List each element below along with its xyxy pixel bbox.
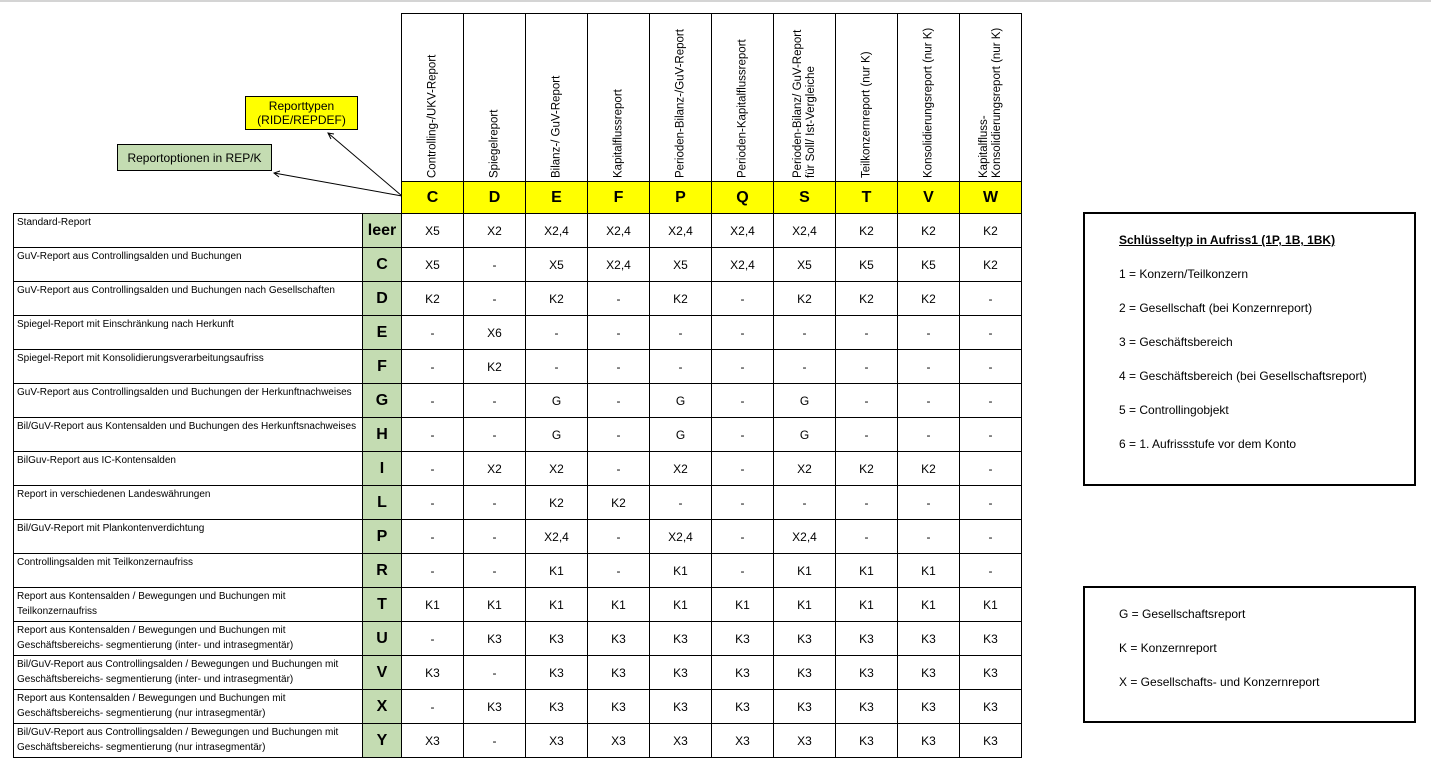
- matrix-cell: -: [464, 248, 526, 282]
- matrix-cell: K3: [712, 690, 774, 724]
- report-option-code: F: [363, 350, 402, 384]
- matrix-cell: -: [402, 418, 464, 452]
- table-row: [14, 520, 1022, 554]
- report-option-description: Controllingsalden mit Teilkonzernaufriss: [14, 554, 363, 588]
- column-header: [650, 14, 712, 182]
- matrix-cell: K3: [464, 622, 526, 656]
- table-row: [14, 588, 1022, 622]
- column-label: Controlling-/UKV-Report: [426, 54, 438, 178]
- matrix-cell: K2: [650, 282, 712, 316]
- matrix-cell: K3: [526, 656, 588, 690]
- blank-corner: [363, 14, 402, 182]
- column-header: [712, 14, 774, 182]
- table-row: [14, 690, 1022, 724]
- matrix-cell: K3: [836, 724, 898, 758]
- report-type-code: F: [588, 182, 650, 214]
- report-option-code: I: [363, 452, 402, 486]
- column-label: Kapitalfluss-Konsolidierungsreport (nur K): [977, 27, 1003, 178]
- matrix-cell: G: [650, 418, 712, 452]
- matrix-cell: X2,4: [712, 248, 774, 282]
- matrix-cell: -: [526, 316, 588, 350]
- matrix-cell: X2,4: [650, 214, 712, 248]
- report-type-code: T: [836, 182, 898, 214]
- matrix-cell: K2: [836, 282, 898, 316]
- matrix-cell: K1: [650, 588, 712, 622]
- matrix-cell: X5: [774, 248, 836, 282]
- report-option-description: GuV-Report aus Controllingsalden und Buchungen nach Gesellschaften: [14, 282, 363, 316]
- report-option-description: BilGuv-Report aus IC-Kontensalden: [14, 452, 363, 486]
- matrix-cell: X2,4: [526, 214, 588, 248]
- matrix-cell: -: [526, 350, 588, 384]
- report-type-code: P: [650, 182, 712, 214]
- matrix-cell: K2: [960, 214, 1022, 248]
- report-option-code: D: [363, 282, 402, 316]
- matrix-cell: -: [836, 384, 898, 418]
- matrix-cell: -: [774, 350, 836, 384]
- matrix-cell: K1: [402, 588, 464, 622]
- matrix-cell: -: [960, 316, 1022, 350]
- matrix-cell: -: [588, 554, 650, 588]
- matrix-cell: -: [712, 520, 774, 554]
- matrix-cell: -: [464, 418, 526, 452]
- matrix-cell: K3: [898, 622, 960, 656]
- matrix-cell: -: [898, 486, 960, 520]
- blank-corner: [363, 182, 402, 214]
- column-label: Perioden-Bilanz/ GuV-Report für Soll/ Ist-Vergleiche: [791, 29, 817, 178]
- column-header: [402, 14, 464, 182]
- column-label: Kapitalflussreport: [612, 88, 624, 178]
- matrix-cell: K5: [898, 248, 960, 282]
- matrix-cell: -: [836, 350, 898, 384]
- report-option-description: Bil/GuV-Report aus Controllingsalden / Bewegungen und Buchungen mit Geschäftsbereichs- segmentierung (inter- und intrasegmentär): [14, 656, 363, 690]
- matrix-cell: K1: [588, 588, 650, 622]
- matrix-cell: X2: [464, 214, 526, 248]
- matrix-cell: -: [464, 486, 526, 520]
- report-types-callout-line2: (RIDE/REPDEF): [257, 113, 346, 127]
- column-label: Bilanz-/ GuV-Report: [550, 75, 562, 178]
- report-option-code: X: [363, 690, 402, 724]
- matrix-cell: K3: [836, 622, 898, 656]
- report-option-code: T: [363, 588, 402, 622]
- table-row: [14, 656, 1022, 690]
- matrix-cell: K3: [526, 690, 588, 724]
- table-row: [14, 622, 1022, 656]
- column-label: Konsolidierungsreport (nur K): [922, 27, 934, 178]
- matrix-cell: -: [712, 350, 774, 384]
- matrix-cell: -: [402, 520, 464, 554]
- matrix-cell: X5: [402, 214, 464, 248]
- matrix-cell: K2: [464, 350, 526, 384]
- report-option-code: Y: [363, 724, 402, 758]
- report-types-callout-line1: Reporttypen: [268, 99, 335, 113]
- column-header: [836, 14, 898, 182]
- matrix-cell: X2: [650, 452, 712, 486]
- matrix-cell: -: [402, 622, 464, 656]
- column-header: [588, 14, 650, 182]
- matrix-cell: G: [774, 418, 836, 452]
- report-option-description: Report aus Kontensalden / Bewegungen und Buchungen mit Geschäftsbereichs- segmentierung (inter- und intrasegmentär): [14, 622, 363, 656]
- report-type-legend: [1083, 586, 1416, 723]
- matrix-cell: K3: [588, 656, 650, 690]
- matrix-cell: K3: [898, 724, 960, 758]
- matrix-cell: K3: [774, 656, 836, 690]
- matrix-cell: -: [712, 282, 774, 316]
- matrix-cell: -: [960, 350, 1022, 384]
- matrix-cell: K3: [402, 656, 464, 690]
- matrix-cell: -: [650, 316, 712, 350]
- report-option-description: Spiegel-Report mit Einschränkung nach Herkunft: [14, 316, 363, 350]
- matrix-cell: -: [960, 452, 1022, 486]
- matrix-cell: X2,4: [588, 214, 650, 248]
- column-header: [774, 14, 836, 182]
- matrix-cell: K2: [526, 486, 588, 520]
- matrix-cell: K3: [588, 690, 650, 724]
- report-option-description: Bil/GuV-Report aus Kontensalden und Buchungen des Herkunftsnachweises: [14, 418, 363, 452]
- matrix-cell: -: [960, 554, 1022, 588]
- table-row: [14, 316, 1022, 350]
- matrix-cell: X3: [588, 724, 650, 758]
- report-option-description: Report in verschiedenen Landeswährungen: [14, 486, 363, 520]
- matrix-cell: -: [464, 656, 526, 690]
- matrix-cell: -: [898, 316, 960, 350]
- matrix-cell: X6: [464, 316, 526, 350]
- report-option-code: C: [363, 248, 402, 282]
- matrix-cell: -: [960, 486, 1022, 520]
- legend-item: X = Gesellschafts- und Konzernreport: [1119, 675, 1320, 689]
- matrix-cell: K1: [526, 554, 588, 588]
- matrix-cell: K2: [898, 214, 960, 248]
- matrix-cell: X2: [774, 452, 836, 486]
- matrix-cell: K1: [464, 588, 526, 622]
- matrix-cell: K1: [774, 588, 836, 622]
- matrix-cell: X2: [464, 452, 526, 486]
- matrix-cell: X2,4: [774, 520, 836, 554]
- matrix-cell: K3: [960, 622, 1022, 656]
- matrix-cell: K2: [526, 282, 588, 316]
- matrix-cell: G: [650, 384, 712, 418]
- report-type-code: D: [464, 182, 526, 214]
- matrix-cell: X3: [402, 724, 464, 758]
- matrix-cell: K2: [960, 248, 1022, 282]
- matrix-cell: K2: [774, 282, 836, 316]
- matrix-cell: -: [836, 520, 898, 554]
- matrix-cell: K2: [402, 282, 464, 316]
- matrix-cell: -: [960, 384, 1022, 418]
- report-type-code: W: [960, 182, 1022, 214]
- table-row: [14, 724, 1022, 758]
- matrix-cell: K3: [526, 622, 588, 656]
- matrix-cell: -: [650, 486, 712, 520]
- matrix-cell: X5: [650, 248, 712, 282]
- matrix-cell: K2: [898, 452, 960, 486]
- matrix-cell: K1: [526, 588, 588, 622]
- table-row: [14, 486, 1022, 520]
- matrix-cell: G: [774, 384, 836, 418]
- matrix-cell: K3: [960, 656, 1022, 690]
- matrix-cell: -: [588, 520, 650, 554]
- matrix-cell: -: [836, 316, 898, 350]
- matrix-cell: -: [712, 554, 774, 588]
- matrix-cell: K1: [960, 588, 1022, 622]
- report-option-description: Bil/GuV-Report aus Controllingsalden / Bewegungen und Buchungen mit Geschäftsbereichs- segmentierung (nur intrasegmentär): [14, 724, 363, 758]
- report-options-callout: Reportoptionen in REP/K: [117, 144, 272, 171]
- matrix-cell: X3: [712, 724, 774, 758]
- column-label: Perioden-Kapitalflussreport: [736, 38, 748, 178]
- matrix-cell: X2,4: [526, 520, 588, 554]
- report-option-code: G: [363, 384, 402, 418]
- legend-item: 6 = 1. Aufrissstufe vor dem Konto: [1119, 437, 1297, 451]
- matrix-cell: X5: [402, 248, 464, 282]
- report-option-description: Spiegel-Report mit Konsolidierungsverarbeitungsaufriss: [14, 350, 363, 384]
- matrix-cell: -: [588, 452, 650, 486]
- report-option-description: GuV-Report aus Controllingsalden und Buchungen: [14, 248, 363, 282]
- matrix-cell: X2,4: [774, 214, 836, 248]
- report-option-description: Bil/GuV-Report mit Plankontenverdichtung: [14, 520, 363, 554]
- matrix-cell: -: [402, 486, 464, 520]
- report-option-description: Standard-Report: [14, 214, 363, 248]
- matrix-cell: K2: [836, 214, 898, 248]
- matrix-cell: -: [898, 418, 960, 452]
- report-option-code: leer: [363, 214, 402, 248]
- table-row: [14, 554, 1022, 588]
- column-label: Spiegelreport: [488, 109, 500, 178]
- blank-corner: [14, 14, 363, 182]
- matrix-cell: K3: [650, 622, 712, 656]
- table-row: [14, 282, 1022, 316]
- matrix-cell: -: [464, 384, 526, 418]
- table-row: [14, 350, 1022, 384]
- report-type-code: V: [898, 182, 960, 214]
- matrix-cell: -: [402, 350, 464, 384]
- matrix-cell: K3: [836, 656, 898, 690]
- matrix-cell: -: [588, 282, 650, 316]
- legend-item: 2 = Gesellschaft (bei Konzernreport): [1119, 301, 1313, 315]
- matrix-cell: -: [464, 520, 526, 554]
- legend-item: K = Konzernreport: [1119, 641, 1217, 655]
- matrix-cell: X2,4: [650, 520, 712, 554]
- legend-item: G = Gesellschaftsreport: [1119, 607, 1246, 621]
- column-label: Teilkonzernreport (nur K): [860, 50, 872, 178]
- matrix-cell: -: [402, 384, 464, 418]
- matrix-cell: K1: [712, 588, 774, 622]
- legend-item: 4 = Geschäftsbereich (bei Gesellschaftsreport): [1119, 369, 1367, 383]
- matrix-cell: X5: [526, 248, 588, 282]
- report-option-code: U: [363, 622, 402, 656]
- matrix-cell: -: [898, 350, 960, 384]
- matrix-cell: K3: [836, 690, 898, 724]
- report-type-code: Q: [712, 182, 774, 214]
- matrix-cell: G: [526, 384, 588, 418]
- report-option-description: Report aus Kontensalden / Bewegungen und Buchungen mit Geschäftsbereichs- segmentierung (nur intrasegmentär): [14, 690, 363, 724]
- matrix-cell: K2: [588, 486, 650, 520]
- matrix-cell: -: [836, 418, 898, 452]
- table-row: [14, 248, 1022, 282]
- report-option-code: V: [363, 656, 402, 690]
- matrix-cell: -: [712, 316, 774, 350]
- report-option-code: H: [363, 418, 402, 452]
- matrix-cell: X2: [526, 452, 588, 486]
- matrix-cell: K1: [898, 588, 960, 622]
- matrix-cell: -: [960, 282, 1022, 316]
- legend-item: 1 = Konzern/Teilkonzern: [1119, 267, 1249, 281]
- matrix-cell: K3: [650, 656, 712, 690]
- matrix-cell: -: [588, 418, 650, 452]
- report-option-code: E: [363, 316, 402, 350]
- matrix-cell: -: [402, 690, 464, 724]
- key-type-legend-title: Schlüsseltyp in Aufriss1 (1P, 1B, 1BK): [1119, 233, 1336, 247]
- matrix-cell: -: [960, 520, 1022, 554]
- matrix-cell: -: [774, 486, 836, 520]
- table-row: [14, 418, 1022, 452]
- matrix-cell: K3: [960, 690, 1022, 724]
- matrix-cell: -: [402, 316, 464, 350]
- matrix-cell: -: [836, 486, 898, 520]
- matrix-cell: X3: [774, 724, 836, 758]
- matrix-cell: X2,4: [712, 214, 774, 248]
- report-matrix-table: [13, 13, 1022, 758]
- matrix-cell: G: [526, 418, 588, 452]
- matrix-cell: K3: [650, 690, 712, 724]
- matrix-cell: K3: [898, 656, 960, 690]
- column-header: [464, 14, 526, 182]
- matrix-cell: K5: [836, 248, 898, 282]
- matrix-cell: -: [774, 316, 836, 350]
- report-option-description: GuV-Report aus Controllingsalden und Buchungen der Herkunftnachweises: [14, 384, 363, 418]
- matrix-cell: -: [588, 384, 650, 418]
- matrix-cell: K3: [898, 690, 960, 724]
- matrix-cell: K3: [774, 622, 836, 656]
- matrix-cell: K3: [712, 622, 774, 656]
- matrix-cell: -: [464, 282, 526, 316]
- matrix-cell: K3: [712, 656, 774, 690]
- matrix-cell: -: [712, 384, 774, 418]
- legend-item: 3 = Geschäftsbereich: [1119, 335, 1233, 349]
- column-header: [526, 14, 588, 182]
- table-row: [14, 214, 1022, 248]
- matrix-cell: K3: [960, 724, 1022, 758]
- column-header: [960, 14, 1022, 182]
- matrix-cell: K3: [774, 690, 836, 724]
- matrix-cell: -: [898, 520, 960, 554]
- matrix-cell: -: [588, 316, 650, 350]
- matrix-cell: -: [464, 724, 526, 758]
- matrix-cell: -: [712, 486, 774, 520]
- matrix-cell: -: [960, 418, 1022, 452]
- matrix-cell: K1: [650, 554, 712, 588]
- matrix-cell: -: [712, 452, 774, 486]
- column-header: [898, 14, 960, 182]
- key-type-legend: [1083, 212, 1416, 486]
- matrix-cell: -: [650, 350, 712, 384]
- report-option-code: P: [363, 520, 402, 554]
- report-option-code: L: [363, 486, 402, 520]
- matrix-cell: -: [464, 554, 526, 588]
- matrix-cell: K2: [836, 452, 898, 486]
- matrix-cell: K2: [898, 282, 960, 316]
- matrix-cell: -: [402, 452, 464, 486]
- matrix-cell: K1: [836, 554, 898, 588]
- blank-corner: [14, 182, 363, 214]
- legend-item: 5 = Controllingobjekt: [1119, 403, 1229, 417]
- report-type-code: E: [526, 182, 588, 214]
- table-row: [14, 452, 1022, 486]
- matrix-cell: X2,4: [588, 248, 650, 282]
- matrix-cell: X3: [526, 724, 588, 758]
- matrix-cell: K1: [898, 554, 960, 588]
- report-option-description: Report aus Kontensalden / Bewegungen und Buchungen mit Teilkonzernaufriss: [14, 588, 363, 622]
- report-type-code: C: [402, 182, 464, 214]
- column-label: Perioden-Bilanz-/GuV-Report: [674, 28, 686, 178]
- matrix-cell: -: [898, 384, 960, 418]
- matrix-cell: -: [402, 554, 464, 588]
- matrix-cell: X3: [650, 724, 712, 758]
- matrix-cell: -: [588, 350, 650, 384]
- report-type-code: S: [774, 182, 836, 214]
- matrix-cell: K1: [836, 588, 898, 622]
- matrix-cell: -: [712, 418, 774, 452]
- report-option-code: R: [363, 554, 402, 588]
- matrix-cell: K1: [774, 554, 836, 588]
- matrix-cell: K3: [464, 690, 526, 724]
- matrix-cell: K3: [588, 622, 650, 656]
- table-row: [14, 384, 1022, 418]
